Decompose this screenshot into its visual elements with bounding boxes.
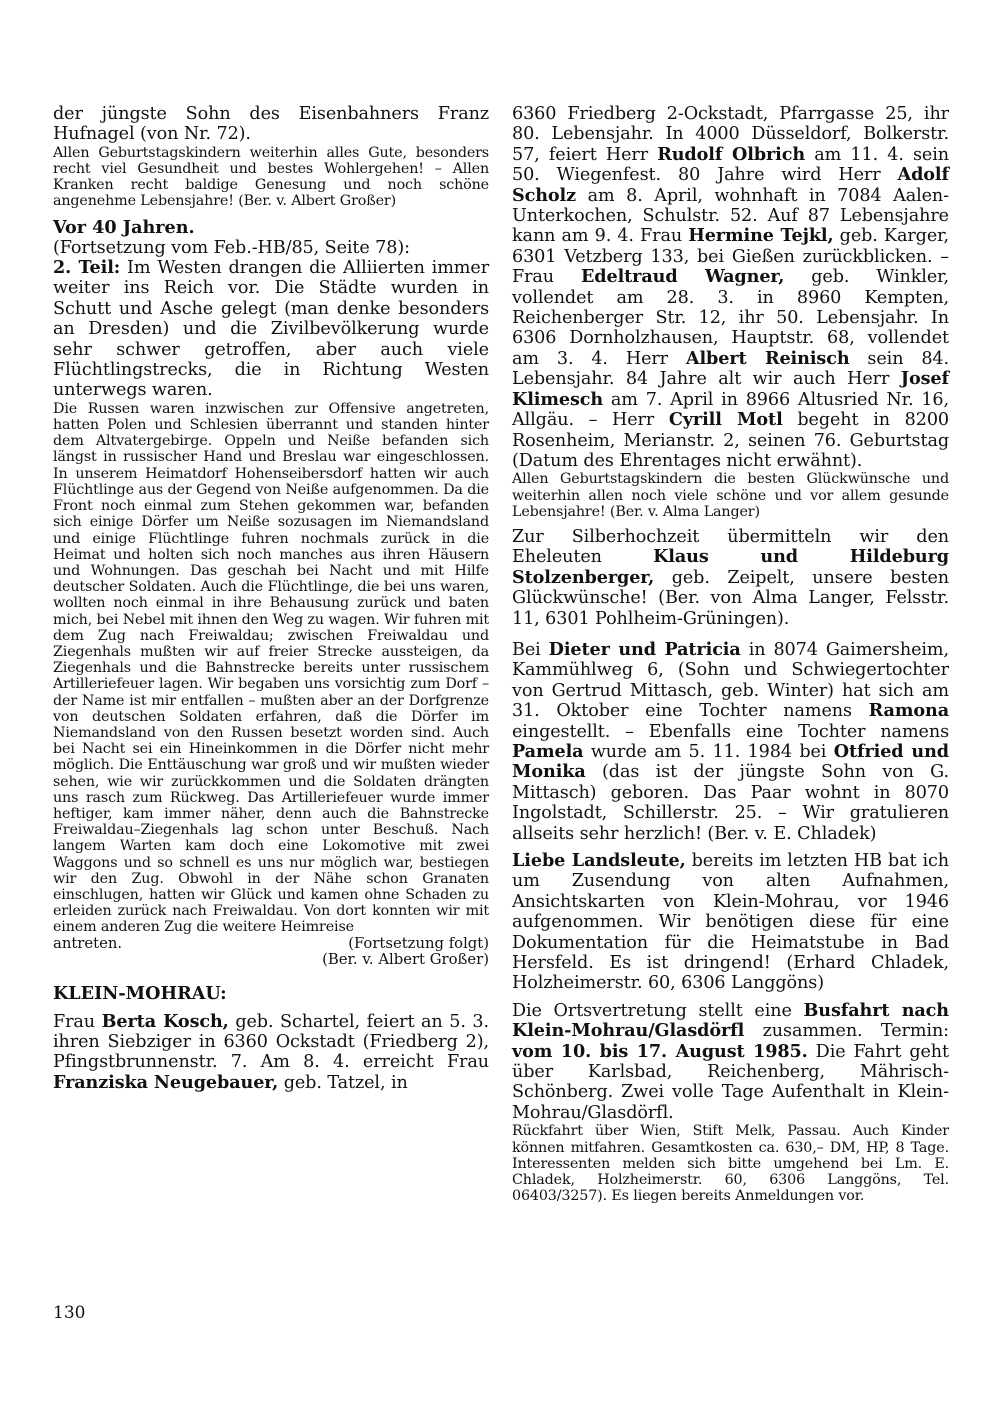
text: zusammen. Termin: <box>744 1021 949 1042</box>
name: Klaus und Hildeburg Stolzenberger, <box>512 546 949 588</box>
closing-row <box>53 936 489 953</box>
name: Josef Klimesch <box>512 368 949 410</box>
text: geb. Zeipelt, unsere besten Glückwünsche! (Ber. von Alma Langer, Felsstr. 11, 6301 Pohlheim-Grüningen). <box>512 567 949 629</box>
paragraph-birthday-wishes: Allen Geburtstagskindern weiterhin alles Gute, besonders recht viel Gesundheit und bestes Wohlergehen! – Allen Kranken recht baldige Genesung und noch schöne angenehme Lebensjahre! (Ber. v. Albert Großer) <box>53 144 489 210</box>
text: (das ist der jüngste Sohn von G. Mittasch) geboren. Das Paar wohnt in 8070 Ingolstadt, Schillerstr. 25. – Wir gratulieren allseits sehr herzlich! (Ber. v. E. Chladek) <box>512 762 949 844</box>
name: Adolf Scholz <box>512 164 949 206</box>
continuation-note: (Fortsetzung vom Feb.-HB/85, Seite 78): <box>53 237 410 258</box>
page-number: 130 <box>53 1303 86 1323</box>
greeting: Liebe Landsleute, <box>512 850 686 872</box>
part-two-text: Im Westen drangen die Alliierten immer weiter ins Reich vor. Die Städte wurden in Schutt und Asche gelegt (man denke besonders an Dresden) und die Zivilbevölkerung wurde sehr schwer getroffen, aber auch viele Flüchtlingstrecks, die in Richtung Westen unterwegs waren. <box>53 258 489 401</box>
text: wurde am 5. 11. 1984 bei <box>583 741 834 762</box>
to-be-continued: (Fortsetzung folgt) <box>348 934 489 952</box>
heading-vor-40-jahren: Vor 40 Jahren. <box>53 216 195 238</box>
paragraph-silver-wedding <box>512 527 949 629</box>
name: Pamela <box>512 740 584 762</box>
paragraph-russians: Die Russen waren inzwischen zur Offensive angetreten, hatten Polen und Schlesien überrannt und standen hinter dem Altvatergebirge. Oppeln und Neiße befanden sich längst in russischer Hand und Breslau war eingeschlossen. In unserem Heimatdorf Hohenseibersdorf hatten wir auch Flüchtlinge aus der Gegend von Neiße aufgenommen. Da die Front noch einmal zum Stehen gekommen war, befanden sich einige Dörfer um Neiße sozusagen im Niemandsland und einige Flüchtlinge fuhren nochmals zurück in die Heimat und holten sich noch manches aus ihren Häusern und Wohnungen. Das geschah bei Nacht und mit Hilfe deutscher Soldaten. Auch die Flüchtlinge, die bei uns waren, wollten noch einmal in ihre Behausung zurück und baten mich, bei Nebel mit ihnen den Weg zu wagen. Wir fuhren mit dem Zug nach Freiwaldau; zwischen Freiwaldau und Ziegenhals mußten wir auf freier Strecke aussteigen, da Ziegenhals und die Bahnstrecke bereits unter russischem Artilleriefeuer lagen. Wir begaben uns vorsichtig zum Dorf – der Name ist mir entfallen – mußten aber an der Dorfgrenze von deutschen Soldaten erfahren, daß die Dörfer im Niemandsland von den Russen besetzt worden sind. Auch bei Nacht sei ein Hineinkommen in die Dörfer nicht mehr möglich. Die Enttäuschung war groß und wir mußten wieder sehen, wie wir zurückkommen und die Soldaten drängten uns rasch zum Rückweg. Das Artilleriefeuer wurde immer heftiger, kam immer näher, denn auch die Bahnstrecke Freiwaldau–Ziegenhals lag schon unter Beschuß. Nach langem Warten kam doch eine Lokomotive mit zwei Waggons und so schnell es uns nur möglich war, bestiegen wir den Zug. Obwohl in der Nähe schon Granaten einschlugen, hatten wir Glück und kamen ohne Schaden zu erleiden zurück nach Freiwaldau. Von dort konnten wir mit einem anderen Zug die weitere Heimreise <box>53 400 489 936</box>
text: in 8074 Gaimersheim, Kammühlweg 6, (Sohn und Schwiegertochter von Gertrud Mittasch, geb. Winter) hat sich am 31. Oktober eine Tochter namens <box>512 639 949 722</box>
text: geb. Karger, 6301 Vetzberg 133, bei Gießen zurückblicken. – Frau <box>512 226 949 288</box>
text: geb. Winkler, vollendet am 28. 3. in 8960 Kempten, Reichenberger Str. 12, ihr 50. Lebensjahr. In 6306 Dornholzhausen, Hauptstr. 68, vollendet am 3. 4. Herr <box>512 267 950 369</box>
text: am 7. April in 8966 Altusried Nr. 16, Allgäu. – Herr <box>512 389 949 431</box>
trip-dates: vom 10. bis 17. August 1985. <box>512 1040 808 1062</box>
text: geb. Schartel, feiert an 5. 3. ihren Siebziger in 6360 Ockstadt (Friedberg 2), Pfingstbrunnenstr. 7. Am 8. 4. erreicht Frau <box>53 1011 489 1073</box>
closing-word: antreten. <box>53 934 123 952</box>
name: Hermine Tejkl, <box>688 225 834 247</box>
name-franziska-neugebauer: Franziska Neugebauer, <box>53 1071 279 1093</box>
name: Otfried und Monika <box>512 740 949 783</box>
right-column <box>512 104 949 1204</box>
text: Die Ortsvertretung stellt eine <box>512 1000 804 1021</box>
paragraph-kosch <box>53 1012 489 1094</box>
text: geb. Tatzel, in <box>278 1072 408 1093</box>
text: bereits im letzten HB bat ich um Zusendung von alten Aufnahmen, Ansichtskarten von Klein-Mohrau, vor 1946 aufgenommen. Wir benötigen diese für eine Dokumentation für die Heimatstube in Bad Hersfeld. Es ist dringend! (Erhard Chladek, Holzheimerstr. 60, 6306 Langgöns) <box>512 851 949 994</box>
section-title-klein-mohrau: KLEIN-MOHRAU: <box>53 982 227 1004</box>
name: Cyrill Motl <box>668 409 783 431</box>
text: Zur Silberhochzeit übermitteln wir den Eheleuten <box>512 526 949 568</box>
paragraph-births <box>512 640 949 844</box>
text: eingestellt. – Ebenfalls eine Tochter namens <box>512 721 949 742</box>
text: Bei <box>512 639 549 660</box>
text: 6360 Friedberg 2-Ockstadt, Pfarrgasse 25, ihr 80. Lebensjahr. In 4000 Düsseldorf, Bolkerstr. 57, feiert Herr <box>512 104 949 165</box>
name: Dieter und Patricia <box>548 638 741 660</box>
text: am 8. April, wohnhaft in 7084 Aalen-Unterkochen, Schulstr. 52. Auf 87 Lebensjahre kann am 9. 4. Frau <box>512 185 949 247</box>
left-column <box>53 104 489 1093</box>
paragraph-wishes: Allen Geburtstagskindern die besten Glückwünsche und weiterhin allen noch viele schöne und vor allem gesunde Lebensjahre! (Ber. v. Alma Langer) <box>512 471 949 520</box>
text: am 11. 4. sein 50. Wiegenfest. 80 Jahre wird Herr <box>512 144 949 186</box>
paragraph-return-trip: Rückfahrt über Wien, Stift Melk, Passau. Auch Kinder können mitfahren. Gesamtkosten ca. 630,– DM, HP, 8 Tage. Interessenten melden sich bitte umgehend bei Lm. E. Chladek, Holzheimerstr. 60, 6306 Langgöns, Tel. 06403/3257). Es liegen bereits Anmeldungen vor. <box>512 1123 949 1205</box>
signature: (Ber. v. Albert Großer) <box>322 951 489 969</box>
name: Edeltraud Wagner, <box>580 266 785 288</box>
paragraph-bus-trip <box>512 1001 949 1123</box>
name: Rudolf Olbrich <box>657 143 806 165</box>
paragraph-landsleute <box>512 851 949 994</box>
text: Die Fahrt geht über Karlsbad, Reichenberg, Mährisch-Schönberg. Zwei volle Tage Aufenthalt in Klein-Mohrau/Glasdörfl. <box>512 1041 950 1123</box>
text: sein 84. Lebensjahr. 84 Jahre alt wir auch Herr <box>512 348 949 390</box>
part-label: 2. Teil: <box>53 257 121 279</box>
name: Ramona <box>868 700 949 722</box>
name-berta-kosch: Berta Kosch, <box>101 1010 229 1032</box>
name: Albert Reinisch <box>685 347 850 369</box>
trip-name: Busfahrt nach Klein-Mohrau/Glasdörfl <box>512 999 949 1042</box>
paragraph-birthdays <box>512 104 949 471</box>
paragraph-part-two <box>53 258 489 401</box>
paragraph-hufnagel: der jüngste Sohn des Eisenbahners Franz Hufnagel (von Nr. 72). <box>53 104 489 145</box>
text: begeht in 8200 Rosenheim, Merianstr. 2, seinen 76. Geburtstag (Datum des Ehrentages nicht erwähnt). <box>512 410 950 471</box>
text: Frau <box>53 1011 102 1032</box>
